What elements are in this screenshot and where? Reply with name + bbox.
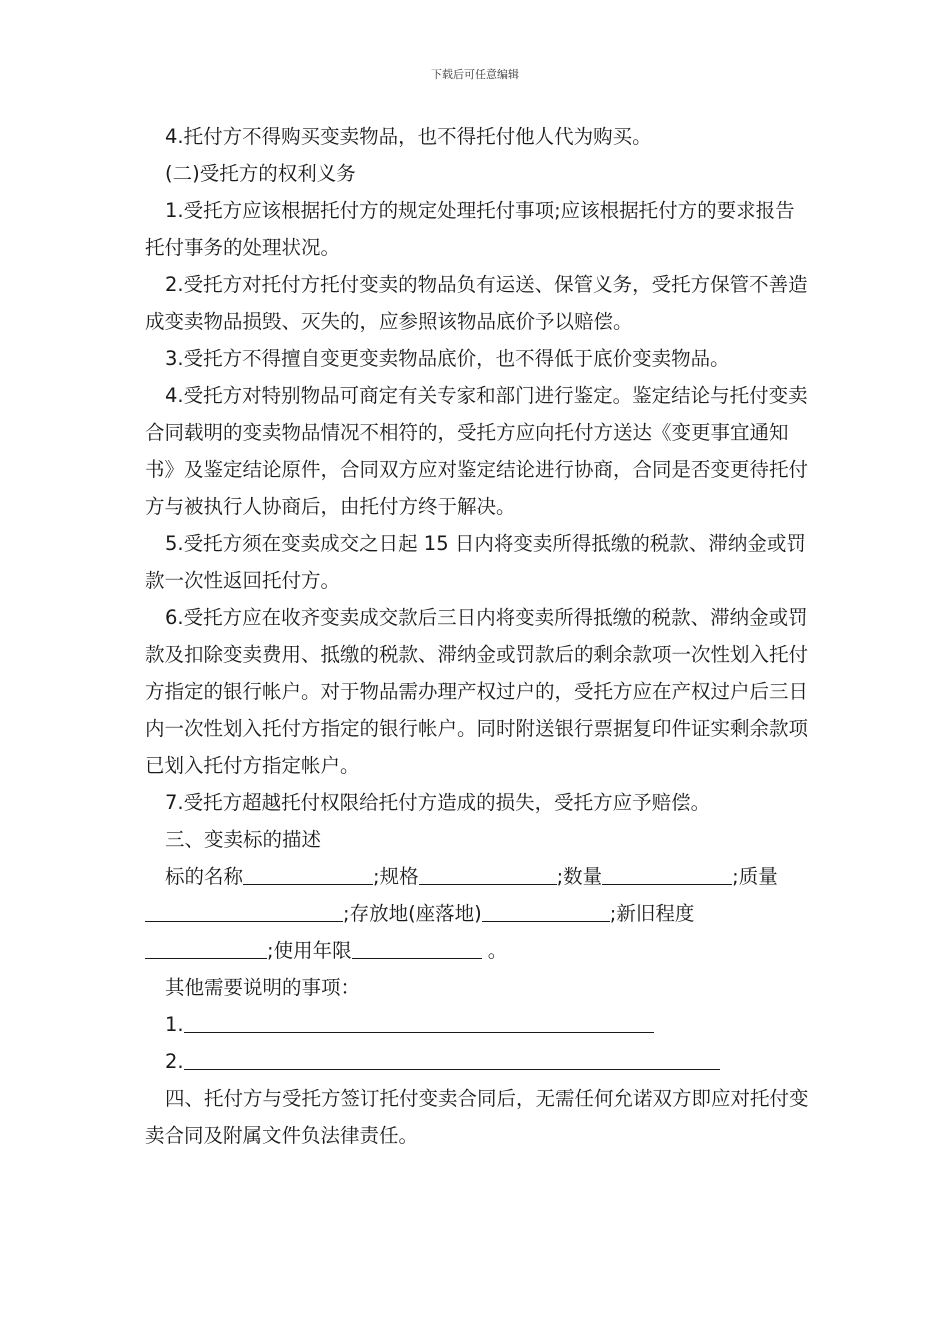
location-blank[interactable] (482, 897, 610, 922)
paragraph-1: 1.受托方应该根据托付方的规定处理托付事项;应该根据托付方的要求报告托付事务的处理状况。 (145, 199, 795, 259)
location-label: ;存放地(座落地) (343, 902, 482, 925)
item1-blank[interactable] (184, 1008, 654, 1033)
end-mark: 。 (487, 939, 508, 962)
paragraph-3: 3.受托方不得擅自变更变卖物品底价，也不得低于底价变卖物品。 (165, 347, 730, 370)
document-body (145, 118, 810, 1154)
other-matters-heading: 其他需要说明的事项： (165, 976, 361, 999)
condition-label: ;新旧程度 (609, 902, 695, 925)
name-blank[interactable] (243, 860, 373, 885)
paragraph-2: 2.受托方对托付方托付变卖的物品负有运送、保管义务，受托方保管不善造成变卖物品损毁、灭失的，应参照该物品底价予以赔偿。 (145, 273, 808, 333)
target-description-form (145, 858, 810, 969)
qty-label: ;数量 (556, 865, 603, 888)
quality-blank[interactable] (145, 897, 343, 922)
page-header: 下载后可任意编辑 (431, 68, 519, 81)
paragraph-6: 6.受托方应在收齐变卖成交款后三日内将变卖所得抵缴的税款、滞纳金或罚款及扣除变卖费用、抵缴的税款、滞纳金或罚款后的剩余款项一次性划入托付方指定的银行帐户。对于物品需办理产权过户的，受托方应在产权过户后三日内一次性划入托付方指定的银行帐户。同时附送银行票据复印件证实剩余款项已划入托付方指定帐户。 (145, 606, 809, 777)
years-blank[interactable] (352, 934, 482, 959)
spec-label: ;规格 (373, 865, 419, 888)
name-label: 标的名称 (165, 865, 244, 888)
paragraph-buy-restriction: 4.托付方不得购买变卖物品，也不得托付他人代为购买。 (165, 125, 652, 148)
item2-blank[interactable] (184, 1045, 720, 1070)
paragraph-5: 5.受托方须在变卖成交之日起 15 日内将变卖所得抵缴的税款、滞纳金或罚款一次性返回托付方。 (145, 532, 806, 592)
condition-blank[interactable] (145, 934, 267, 959)
section-heading-rights: (二)受托方的权利义务 (165, 162, 356, 185)
section-four-paragraph: 四、托付方与受托方签订托付变卖合同后，无需任何允诺双方即应对托付变卖合同及附属文件负法律责任。 (145, 1087, 809, 1147)
item2-label: 2. (165, 1050, 184, 1073)
other-matter-2 (145, 1043, 810, 1080)
spec-blank[interactable] (419, 860, 557, 885)
quality-label: ;质量 (732, 865, 778, 888)
item1-label: 1. (165, 1013, 184, 1036)
paragraph-4: 4.受托方对特别物品可商定有关专家和部门进行鉴定。鉴定结论与托付变卖合同载明的变卖物品情况不相符的，受托方应向托付方送达《变更事宜通知书》及鉴定结论原件，合同双方应对鉴定结论进行协商，合同是否变更待托付方与被执行人协商后，由托付方终于解决。 (145, 384, 809, 518)
years-label: ;使用年限 (267, 939, 352, 962)
other-matter-1 (145, 1006, 810, 1043)
section-heading-target: 三、变卖标的描述 (165, 828, 322, 851)
paragraph-7: 7.受托方超越托付权限给托付方造成的损失，受托方应予赔偿。 (165, 791, 711, 814)
qty-blank[interactable] (602, 860, 732, 885)
